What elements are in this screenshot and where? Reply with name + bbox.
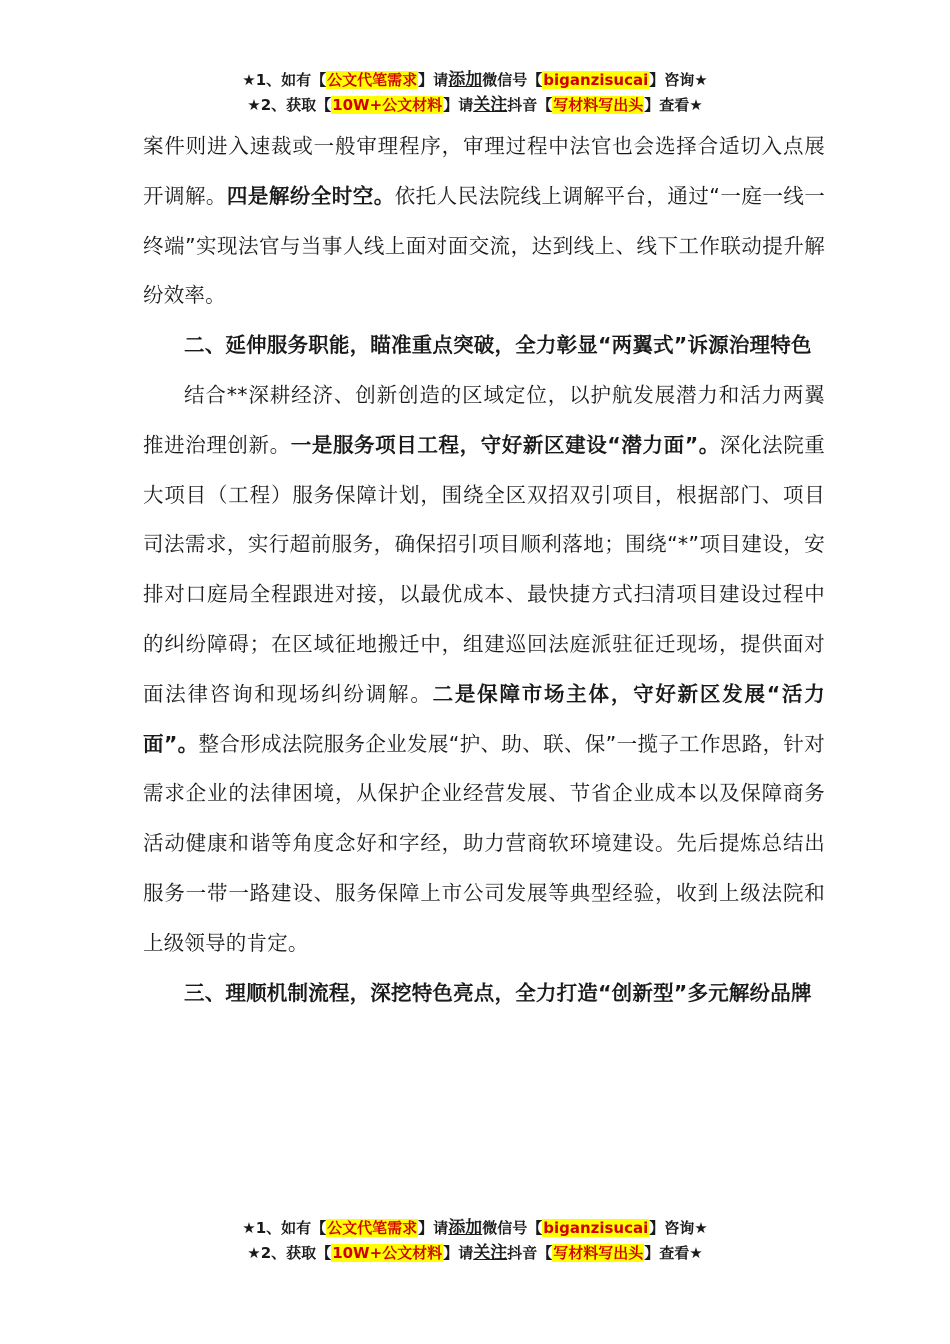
footer-line-1 (0, 1216, 950, 1241)
banner-text: 】咨询★ (649, 1219, 708, 1237)
banner-text: 微信号【 (482, 71, 543, 89)
paragraph-text: 深化法院重大项目（工程）服务保障计划，围绕全区双招双引项目，根据部门、项目司法需求，实行超前服务，确保招引项目顺利落地；围绕“*”项目建设，安排对口庭局全程跟进对接，以最优成本、最快捷方式扫清项目建设过程中的纠纷障碍；在区域征地搬迁中，组建巡回法庭派驻征迁现场，提供面对面法律咨询和现场纠纷调解。 (143, 432, 825, 706)
banner-text: ★2、获取【 (247, 96, 332, 114)
paragraph-1 (143, 122, 825, 321)
document-body (143, 122, 825, 1018)
section-heading-3 (143, 969, 825, 1019)
bold-phrase: 一是服务项目工程，守好新区建设“潜力面”。 (290, 432, 720, 457)
paragraph-text: 案件则进入速裁或一般审理程序，审理过程中法官也会选择合适切入点展开调解。 (143, 134, 825, 208)
paragraph-2 (143, 371, 825, 969)
header-banner (0, 68, 950, 118)
underlined-word: 添加 (448, 70, 483, 90)
underlined-word: 关注 (473, 1243, 508, 1263)
banner-text: ★1、如有【 (242, 71, 327, 89)
banner-text: 微信号【 (482, 1219, 543, 1237)
highlight-douyin-account: 写材料写出头 (553, 1244, 644, 1262)
banner-text: 抖音【 (507, 96, 553, 114)
highlight-materials: 10W+公文材料 (332, 96, 443, 114)
banner-text: 】查看★ (644, 96, 703, 114)
footer-banner (0, 1216, 950, 1266)
highlight-materials: 10W+公文材料 (332, 1244, 443, 1262)
highlight-service: 公文代笔需求 (327, 1219, 418, 1237)
banner-text: 】查看★ (644, 1244, 703, 1262)
heading-text: 三、理顺机制流程，深挖特色亮点，全力打造“创新型”多元解纷品牌 (184, 980, 812, 1005)
footer-line-2 (0, 1241, 950, 1266)
banner-text: 】请 (418, 71, 449, 89)
banner-text: 】请 (443, 96, 474, 114)
highlight-wechat-id: biganzisucai (543, 71, 649, 89)
bold-phrase: 四是解纷全时空。 (226, 183, 395, 208)
heading-text: 二、延伸服务职能，瞄准重点突破，全力彰显“两翼式”诉源治理特色 (184, 333, 812, 358)
bold-phrase: 二是保障市场主体，守好新区发展“活力面”。 (143, 681, 825, 756)
paragraph-text: 整合形成法院服务企业发展“护、助、联、保”一揽子工作思路，针对需求企业的法律困境，从保护企业经营发展、节省企业成本以及保障商务活动健康和谐等角度念好和字经，助力营商软环境建设。先后提炼总结出服务一带一路建设、服务保障上市公司发展等典型经验，收到上级法院和上级领导的肯定。 (143, 731, 825, 955)
paragraph-text: 依托人民法院线上调解平台，通过“一庭一线一终端”实现法官与当事人线上面对面交流，达到线上、线下工作联动提升解纷效率。 (143, 183, 825, 308)
header-line-2 (0, 93, 950, 118)
banner-text: 】请 (443, 1244, 474, 1262)
banner-text: ★1、如有【 (242, 1219, 327, 1237)
section-heading-2 (143, 321, 825, 371)
underlined-word: 关注 (473, 95, 508, 115)
banner-text: 】咨询★ (649, 71, 708, 89)
header-line-1 (0, 68, 950, 93)
underlined-word: 添加 (448, 1218, 483, 1238)
banner-text: 抖音【 (507, 1244, 553, 1262)
highlight-douyin-account: 写材料写出头 (553, 96, 644, 114)
banner-text: 】请 (418, 1219, 449, 1237)
highlight-wechat-id: biganzisucai (543, 1219, 649, 1237)
highlight-service: 公文代笔需求 (327, 71, 418, 89)
banner-text: ★2、获取【 (247, 1244, 332, 1262)
paragraph-text: 结合**深耕经济、创新创造的区域定位，以护航发展潜力和活力两翼推进治理创新。 (143, 382, 825, 457)
